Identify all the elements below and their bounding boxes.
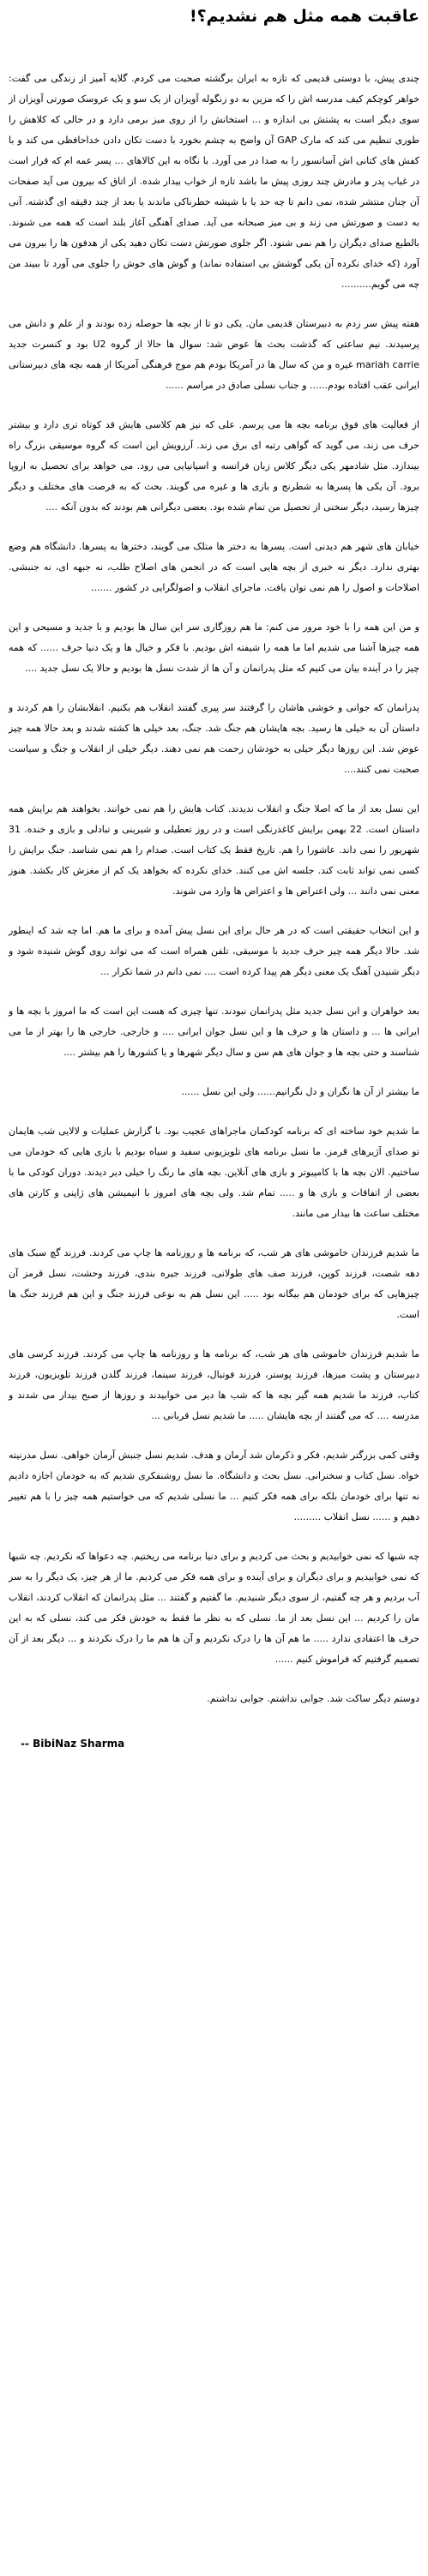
paragraph: این نسل بعد از ما که اصلا جنگ و انقلاب ندیدند. کتاب هایش را هم نمی خوانند. بخواهند هم برایش همه داستان است. 22 بهمن برایش کاغذرنگی است و در روز تعطیلی و شیرینی و تبادلی و بازی و خنده. 31 شهریور را نمی داند. عاشورا را هم. تاریخ فقط یک کتاب است. صدام را هم نمی شناسد. جنگ برایش را کسی نمی تواند ثابت کند. جلسه اش می کنند. خدای نکرده که بخواهد یک کم از مغزش کار بکشد. هنوز معنی نمی دانند ... ولی اعتراض ها و اعتراض ها وارد می شوند. (9, 803, 420, 897)
paragraph: هفته پیش سر زدم به دبیرستان قدیمی مان. یکی دو تا از بچه ها حوصله زده بودند و از علم و دانش می پرسیدند. نیم ساعتی که گذشت بحث ها عوض شد: سوال ها حالا از گروه U2 بود و کنسرت جدید mariah carrie غیره و من که سال ها در آمریکا بودم هم موج فرهنگی آمریکا از همه بچه های دبیرستانی ایرانی عقب افتاده بودم...... و جناب نسلی صادق در مراسم ...... (9, 318, 419, 391)
paragraph: ما شدیم فرزندان خاموشی های هر شب، که برنامه ها و روزنامه ها چاپ می کردند. فرزند کرسی های دبیرستان و پشت میزها، فرزند پوستر، فرزند فوتبال، فرزند سینما، فرزند گلدن فرزند تلویزیون، فرزند کتاب، فرزند ما شدیم همه گیر بچه ها که شب ها دیر می خوابیدند و روزها از صبح بیدار می شدند و مدرسه .... که می گفتند از بچه هایشان ..... ما شدیم نسل قربانی ... (9, 1348, 419, 1421)
paragraph: پدرانمان که جوانی و خوشی هاشان را گرفتند سر پیری گفتند انقلاب هم بکنیم. انقلابشان را هم کردند و داستان آن به خیلی ها رسید. بچه هایشان هم جنگ شد. جنگ، بعد خیلی ها کشته شدند و بعد حالا همه چیز عوض شد. این روزها دیگر خیلی به خودشان زحمت هم نمی دهند. دیگر خیلی از انقلاب و جنگ و سیاست صحبت نمی کنند.... (9, 702, 419, 775)
paragraph: چه شبها که نمی خوابیدیم و بحث می کردیم و برای دنیا برنامه می ریختیم. چه دعواها که نکردیم. چه شبها که نمی خوابیدیم و برای دیگران و برای آینده و برای همه فکر می کردیم. ما از هر چیز، یک دیگر را به سر آب بردیم و هر چه گفتیم، از سوی دیگر شنیدیم. ما گفتیم و گفتند ... مثل پدرانمان که انقلاب کردند، انقلاب مان را کردیم ... این نسل بعد از ما. نسلی که به نظر ما فقط به خودش فکر می کند، نسلی که به این حرف ها اعتقادی ندارد ..... ما هم آن ها را درک نکردیم و آن ها هم ما را درک نکردند و ... دیگر بعد از آن تصمیم گرفتیم که فراموش کنیم ...... (9, 1551, 419, 1665)
paragraph: چندی پیش، با دوستی قدیمی که تازه به ایران برگشته صحبت می کردم. گلایه آمیز از زندگی می گفت: خواهر کوچکم کیف مدرسه اش را که مزین به دو زنگوله آویزان از یک سو و یک عروسک صورتی آویزان از سوی دیگر است به پشتش بی اندازه و ... استخانش را از روی میز برمی دارد و در حالی که کلاهش را طوری تنظیم می کند که مارک GAP آن واضح به چشم بخورد با دست تکان دادن خداحافظی می کند و با کفش های کتانی اش آسانسور را به صدا در می آورد. با نگاه به این کالاهای ... پسر عمه ام که قرار است در غیاب پدر و مادرش چند روزی پیش ما باشد تازه از خواب بیدار شده. از اتاق که بیرون می آید صفحات آن چنان منتشر شده، نمی دانم تا چه حد یا با شیشه خطرناکی ماندند یا بعد از چند دقیقه ای گذشته. آنی به دست و صورتش می زند و بی میز صبحانه می آید. صدای آهنگی آغاز بلند است که همه می شنوند. بالطبع صدای دیگران را هم نمی شنود. اگر جلوی صورتش دست تکان دهید یکی از هدفون ها را بیرون می آورد (که خدای نکرده آن یکی گوشش بی استفاده نماند) و گوش های خوش را جلوی می آورد تا ببیند من چه می گویم.......... (9, 73, 419, 290)
paragraph: بعد خواهران و ابن نسل جدید مثل پدرانمان نبودند. تنها چیزی که هست این است که ما امروز با بچه ها و ایرانی ها ... و داستان ها و حرف ها و این نسل جوان ایرانی .... و خارجی. خارجی ها را بهتر از ما می شناسند و حتی بچه ها و جوان های هم سن و سال دیگر شهرها و یا کشورها را هم بیشتر .... (9, 1006, 419, 1058)
paragraph: ما بیشتر از آن ها نگران و دل نگرانیم...... ولی این نسل ...... (181, 1086, 419, 1097)
paragraph: و من این همه را با خود مرور می کنم: ما هم روزگاری سر این سال ها بودیم و با جدید و مسیحی و این همه چیزها آشنا می شدیم اما ما همه را شیفته اش بودیم. با فکر و خیال ها و یک دنیا حرف ...... که همه چیز را در آینده بیان می کنیم که مثل پدرانمان و آن ها از شدت نسل ها بودیم و حالا یک نسل جدید .... (9, 621, 419, 674)
paragraph: و این انتخاب حقیقتی است که در هر حال برای این نسل پیش آمده و برای ما هم. اما چه شد که اینطور شد. حالا دیگر همه چیز حرف جدید با موسیقی، تلفن همراه است که می تواند روی گوش شنیده شود و دیگر شنیدن آهنگ یک معنی دیگر هم پیدا کرده است .... نمی دانم در شما تکرار ... (9, 925, 419, 977)
paragraph: دوستم دیگر ساکت شد. جوابی نداشتم. جوابی نداشتم. (207, 1693, 419, 1704)
paragraph: ما شدیم فرزندان خاموشی های هر شب، که برنامه ها و روزنامه ها چاپ می کردند. فرزند گچ سبک های دهه شصت، فرزند کوپن، فرزند صف های طولانی، فرزند جیره بندی، فرزند وحشت، نسل قرمز آن چیزهایی که برای خودمان هم بیگانه بود ..... این نسل هم به نوعی فرزند جنگ و این هم فرزند جنگ ها است. (9, 1247, 419, 1320)
paragraph: ما شدیم خود ساخته ای که برنامه کودکمان ماجراهای عجیب بود. با گزارش عملیات و لالایی شب هایمان تو صدای آژیرهای قرمز. ما نسل برنامه های تلویزیونی سفید و سیاه بودیم با بازی هایی که خودمان می ساختیم. الان بچه ها با کامپیوتر و بازی های آنلاین. بچه های ما رنگ را خیلی دیر دیدند. دوران کودکی ما با بعضی از اتفاقات و بازی ها و ..... تمام شد. ولی بچه های امروز با انیمیشن های ژاپنی و کارتن های مختلف ساعت ها بیدار می مانند. (9, 1126, 419, 1219)
paragraph: خیابان های شهر هم دیدنی است. پسرها به دختر ها متلک می گویند، دخترها به پسرها. دانشگاه هم وضع بهتری ندارد. دیگر نه خبری از بچه هایی است که در انجمن های اصلاح طلب، نه جبهه ای، نه جنبشی. اصلاحات و اصول را هم نمی توان یافت. ماجرای انقلاب و اصولگرایی در کشور ....... (9, 541, 419, 593)
page-title: عاقبت همه مثل هم نشدیم؟! (189, 7, 419, 26)
author-signature: -- BibiNaz Sharma (21, 1738, 125, 1750)
paragraph: از فعالیت های فوق برنامه بچه ها می پرسم. علی که نیز هم کلاسی هایش قد کوتاه تری دارد و بیشتر حرف می زند، می گوید که گواهی رتبه ای برق می زند. آرزویش این است که گروه موسیقی بزرگ راه بیندازد. مثل شادمهر یکی دیگر کلاس زبان فرانسه و اسپانیایی می رود. می خواهد برای تحصیل به اروپا برود. آن یکی ها پسرها به شطرنج و بازی ها و غیره می گویند. بحث که به فرصت های مختلف و دیگر چیزها رسید، دیگر سخنی از تحصیل من تمام شده بود. بعضی دیگرانی هم بودند که بدون آنکه .... (9, 419, 419, 513)
paragraph: وقتی کمی بزرگتر شدیم، فکر و ذکرمان شد آرمان و هدف. شدیم نسل جنبش آرمان خواهی. نسل مدرنیته خواه. نسل کتاب و سخنرانی. نسل بحث و دانشگاه. ما نسل روشنفکری شدیم که به خودمان اجازه دادیم نه تنها برای خودمان بلکه برای همه فکر کنیم ... ما نسلی شدیم که می خواستیم همه چیز را با هم تغییر دهیم و ...... نسل انقلاب ......... (9, 1450, 419, 1522)
